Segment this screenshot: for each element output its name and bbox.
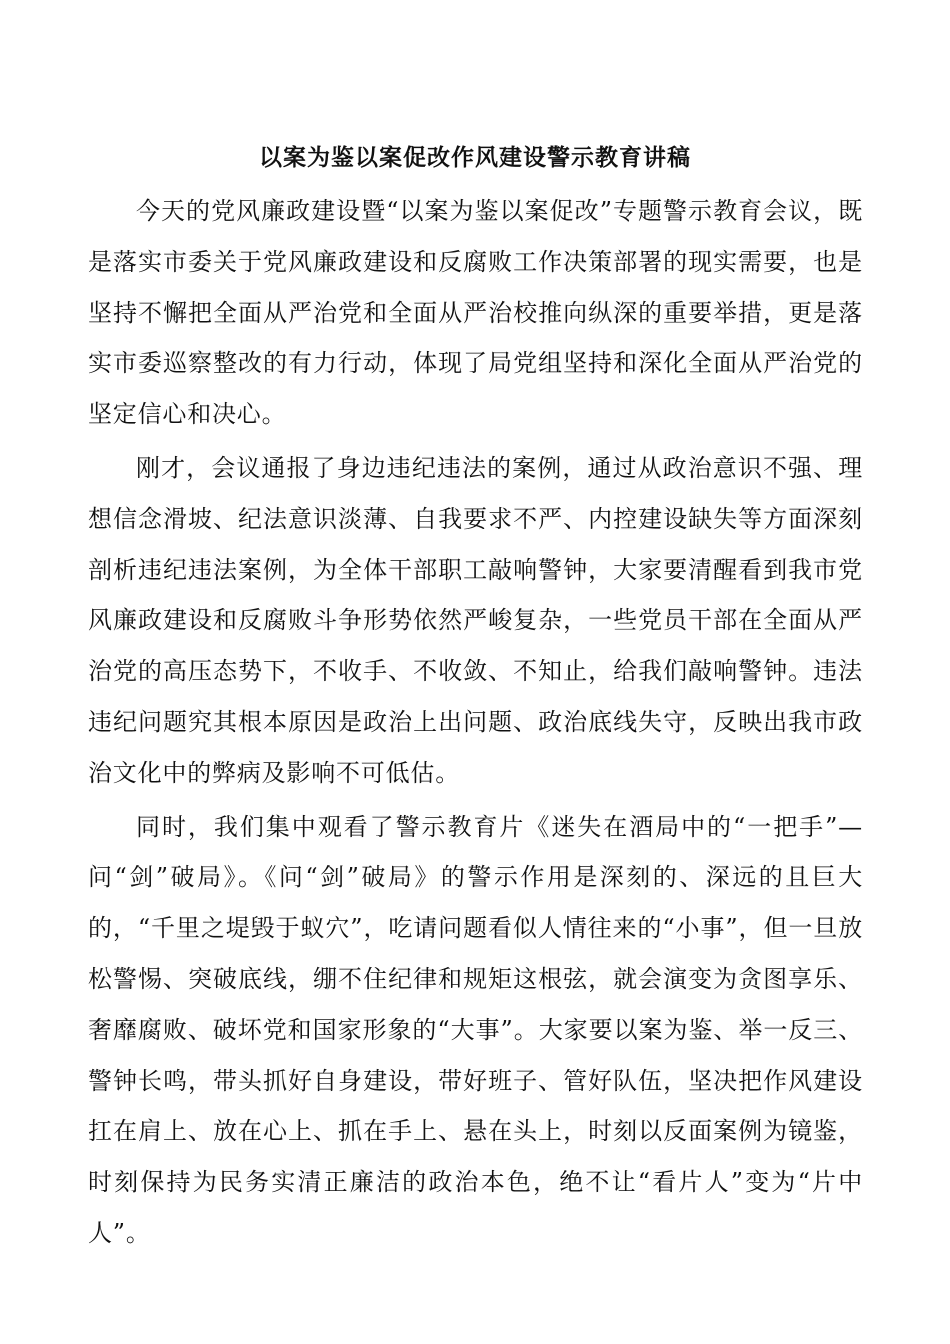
document-body	[88, 186, 863, 1262]
paragraph-warning-film: 同时，我们集中观看了警示教育片《迷失在酒局中的“一把手”—问“剑”破局》。《问“剑”破局》的警示作用是深刻的、深远的且巨大的，“千里之堤毁于蚁穴”，吃请问题看似人情往来的“小事”，但一旦放松警惕、突破底线，绷不住纪律和规矩这根弦，就会演变为贪图享乐、奢靡腐败、破坏党和国家形象的“大事”。大家要以案为鉴、举一反三、警钟长鸣，带头抓好自身建设，带好班子、管好队伍，坚决把作风建设扛在肩上、放在心上、抓在手上、悬在头上，时刻以反面案例为镜鉴，时刻保持为民务实清正廉洁的政治本色，绝不让“看片人”变为“片中人”。	[88, 812, 863, 1247]
paragraph-opening: 今天的党风廉政建设暨“以案为鉴以案促改”专题警示教育会议，既是落实市委关于党风廉政建设和反腐败工作决策部署的现实需要，也是坚持不懈把全面从严治党和全面从严治校推向纵深的重要举措，更是落实市委巡察整改的有力行动，体现了局党组坚持和深化全面从严治党的坚定信心和决心。	[88, 197, 863, 429]
paragraph-case-report: 刚才，会议通报了身边违纪违法的案例，通过从政治意识不强、理想信念滑坡、纪法意识淡薄、自我要求不严、内控建设缺失等方面深刻剖析违纪违法案例，为全体干部职工敲响警钟，大家要清醒看到我市党风廉政建设和反腐败斗争形势依然严峻复杂，一些党员干部在全面从严治党的高压态势下，不收手、不收敛、不知止，给我们敲响警钟。违法违纪问题究其根本原因是政治上出问题、政治底线失守，反映出我市政治文化中的弊病及影响不可低估。	[88, 453, 863, 787]
document-title: 以案为鉴以案促改作风建设警示教育讲稿	[259, 144, 691, 171]
